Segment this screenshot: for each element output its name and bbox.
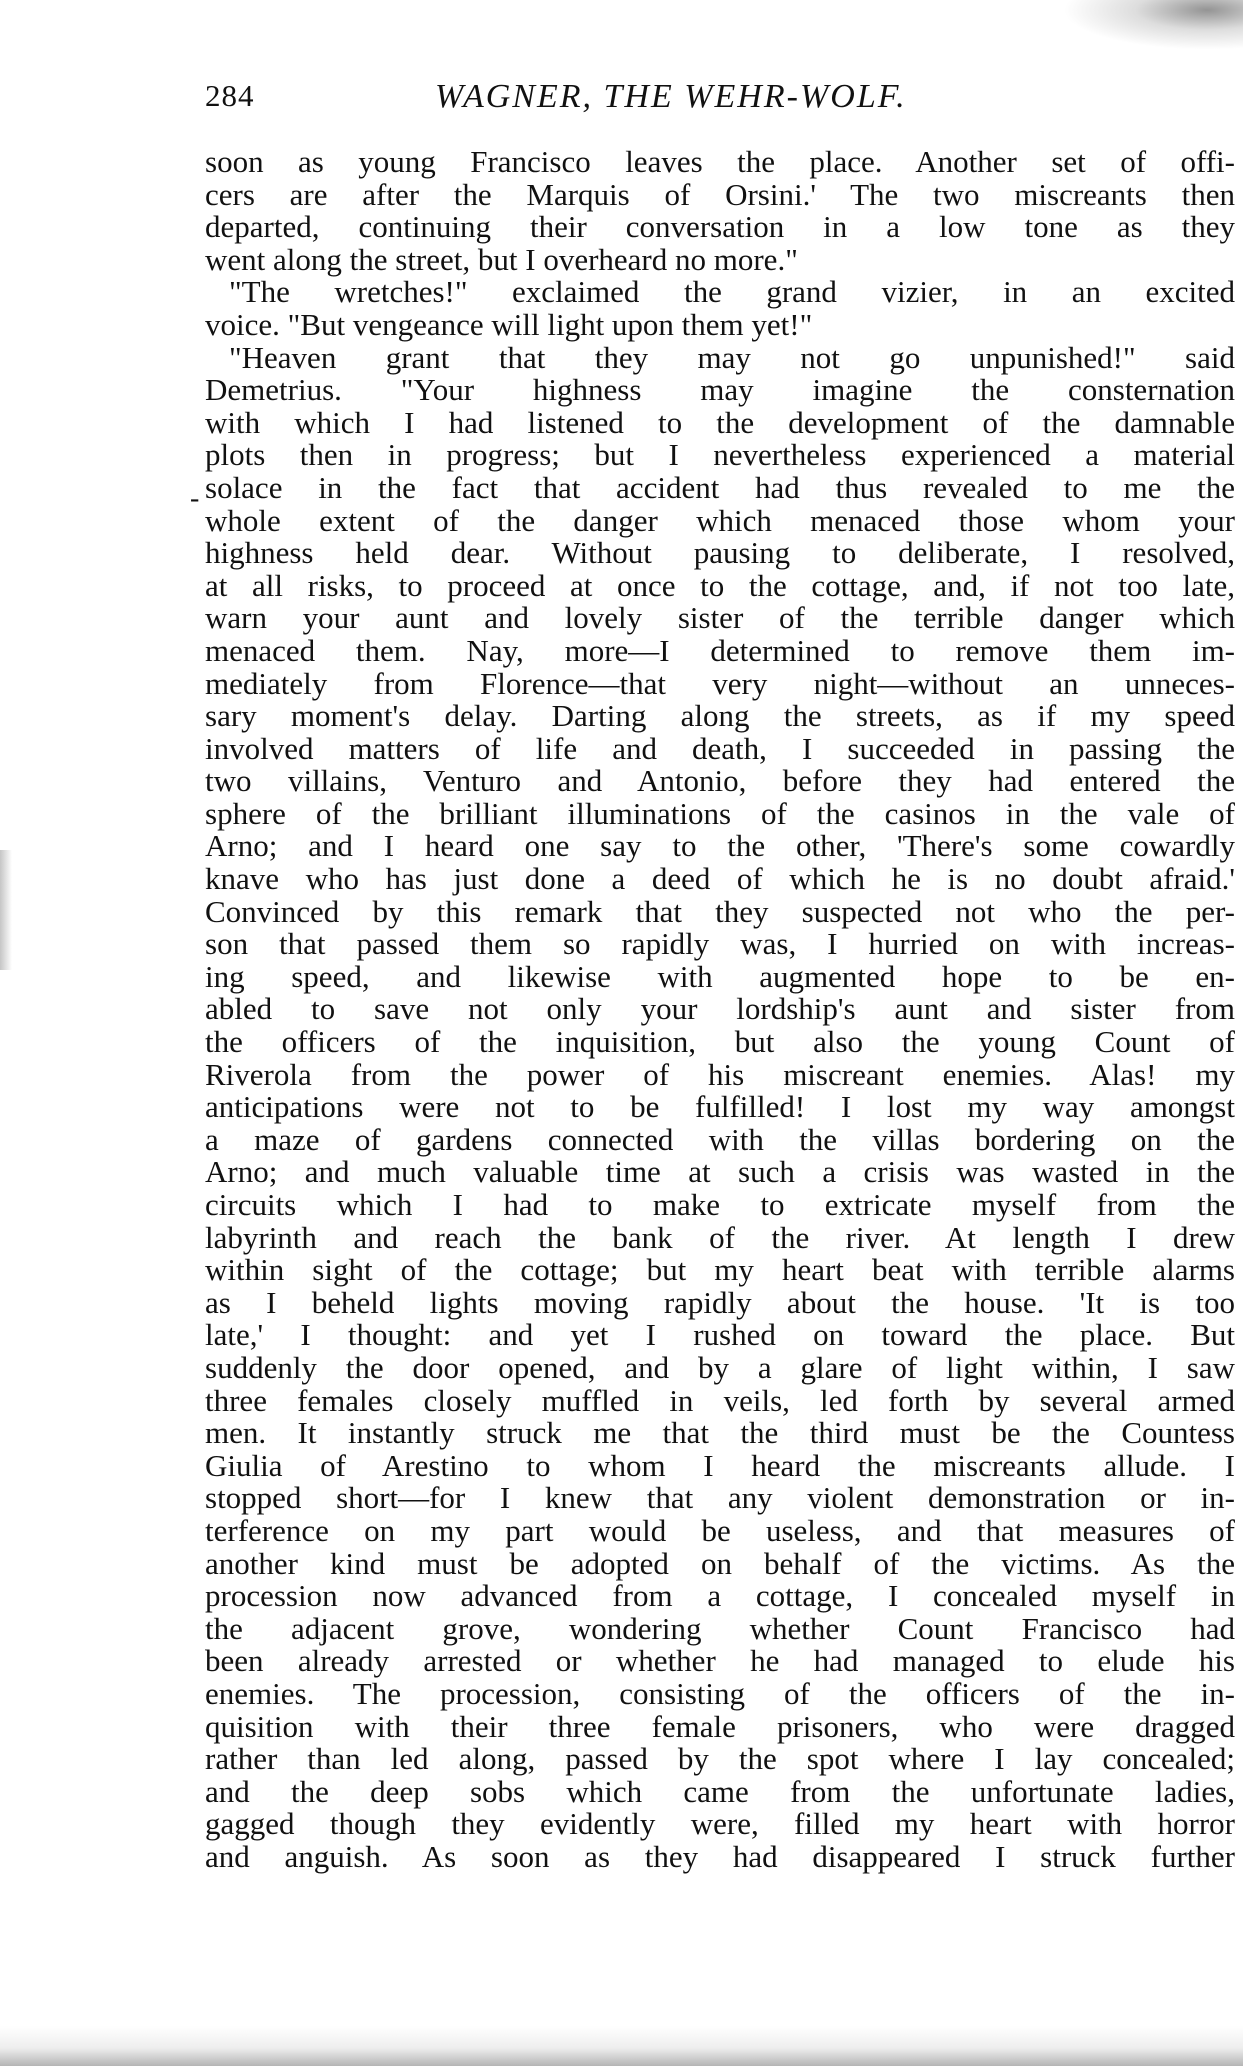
text-line: a maze of gardens connected with the villas bordering on the (205, 1121, 1235, 1157)
text-line: suddenly the door opened, and by a glare of light within, I saw (205, 1349, 1235, 1385)
text-line: stopped short—for I knew that any violent demonstration or in- (205, 1480, 1235, 1516)
text-line: as I beheld lights moving rapidly about the house. 'It is too (205, 1284, 1235, 1320)
text-line: another kind must be adopted on behalf of the victims. As the (205, 1545, 1235, 1581)
text-line: and anguish. As soon as they had disappeared I struck further (205, 1838, 1235, 1874)
text-line: menaced them. Nay, more—I determined to remove them im- (205, 632, 1235, 668)
text-line: quisition with their three female prisoners, who were dragged (205, 1708, 1235, 1744)
text-line: with which I had listened to the development of the damnable (205, 404, 1235, 440)
text-line: "Heaven grant that they may not go unpunished!" said (229, 339, 1235, 375)
text-line: labyrinth and reach the bank of the river. At length I drew (205, 1219, 1235, 1255)
text-line: mediately from Florence—that very night—without an unneces- (205, 665, 1235, 701)
text-line: three females closely muffled in veils, led forth by several armed (205, 1382, 1235, 1418)
running-title: WAGNER, THE WEHR-WOLF. (435, 78, 907, 115)
text-line: abled to save not only your lordship's aunt and sister from (205, 991, 1235, 1027)
text-line: sary moment's delay. Darting along the streets, as if my speed (205, 698, 1235, 734)
text-line: and the deep sobs which came from the unfortunate ladies, (205, 1773, 1235, 1809)
text-line: involved matters of life and death, I succeeded in passing the (205, 730, 1235, 766)
text-line: whole extent of the danger which menaced those whom your (205, 502, 1235, 538)
text-line: the officers of the inquisition, but also the young Count of (205, 1024, 1235, 1060)
text-line: at all risks, to proceed at once to the cottage, and, if not too late, (205, 567, 1235, 603)
text-line: procession now advanced from a cottage, I concealed myself in (205, 1578, 1235, 1614)
text-line: been already arrested or whether he had managed to elude his (205, 1643, 1235, 1679)
text-line: enemies. The procession, consisting of the officers of the in- (205, 1675, 1235, 1711)
text-line: ing speed, and likewise with augmented hope to be en- (205, 958, 1235, 994)
text-line: "The wretches!" exclaimed the grand vizier, in an excited (229, 274, 1235, 310)
page-number: 284 (205, 78, 255, 113)
text-line: two villains, Venturo and Antonio, before they had entered the (205, 763, 1235, 799)
running-head (205, 78, 1235, 118)
text-line: voice. "But vengeance will light upon them yet!" (205, 306, 813, 342)
text-line: Demetrius. "Your highness may imagine the consternation (205, 372, 1235, 408)
text-line: Giulia of Arestino to whom I heard the miscreants allude. I (205, 1447, 1235, 1483)
text-line: plots then in progress; but I nevertheless experienced a material (205, 437, 1235, 473)
text-line: warn your aunt and lovely sister of the terrible danger which (205, 600, 1235, 636)
text-line: knave who has just done a deed of which he is no doubt afraid.' (205, 861, 1235, 897)
text-line: anticipations were not to be fulfilled! I lost my way amongst (205, 1089, 1235, 1125)
text-line: terference on my part would be useless, and that measures of (205, 1512, 1235, 1548)
text-line: went along the street, but I overheard no more." (205, 241, 798, 277)
text-line: men. It instantly struck me that the third must be the Countess (205, 1415, 1235, 1451)
text-line: Riverola from the power of his miscreant enemies. Alas! my (205, 1056, 1235, 1092)
margin-mark: - (190, 483, 200, 514)
scan-smudge-top (1063, 0, 1243, 50)
text-line: soon as young Francisco leaves the place. Another set of offi- (205, 144, 1235, 179)
text-line: late,' I thought: and yet I rushed on toward the place. But (205, 1317, 1235, 1353)
body-text (205, 146, 1235, 1873)
text-line: rather than led along, passed by the spot where I lay concealed; (205, 1741, 1235, 1777)
text-line: son that passed them so rapidly was, I hurried on with increas- (205, 926, 1235, 962)
text-line: highness held dear. Without pausing to deliberate, I resolved, (205, 535, 1235, 571)
text-line: departed, continuing their conversation in a low tone as they (205, 209, 1235, 245)
text-line: the adjacent grove, wondering whether Count Francisco had (205, 1610, 1235, 1646)
text-line: within sight of the cottage; but my heart beat with terrible alarms (205, 1252, 1235, 1288)
text-line: sphere of the brilliant illuminations of the casinos in the vale of (205, 795, 1235, 831)
text-line: solace in the fact that accident had thus revealed to me the (205, 469, 1235, 505)
text-line: gagged though they evidently were, filled my heart with horror (205, 1806, 1235, 1842)
text-line: circuits which I had to make to extricate myself from the (205, 1187, 1235, 1222)
scan-smudge-bottom (0, 2026, 1243, 2066)
scan-smudge-left (0, 850, 12, 970)
text-line: cers are after the Marquis of Orsini.' The two miscreants then (205, 176, 1235, 212)
text-line: Arno; and much valuable time at such a crisis was wasted in the (205, 1154, 1235, 1190)
text-line: Arno; and I heard one say to the other, 'There's some cowardly (205, 828, 1235, 864)
text-line: Convinced by this remark that they suspected not who the per- (205, 893, 1235, 929)
